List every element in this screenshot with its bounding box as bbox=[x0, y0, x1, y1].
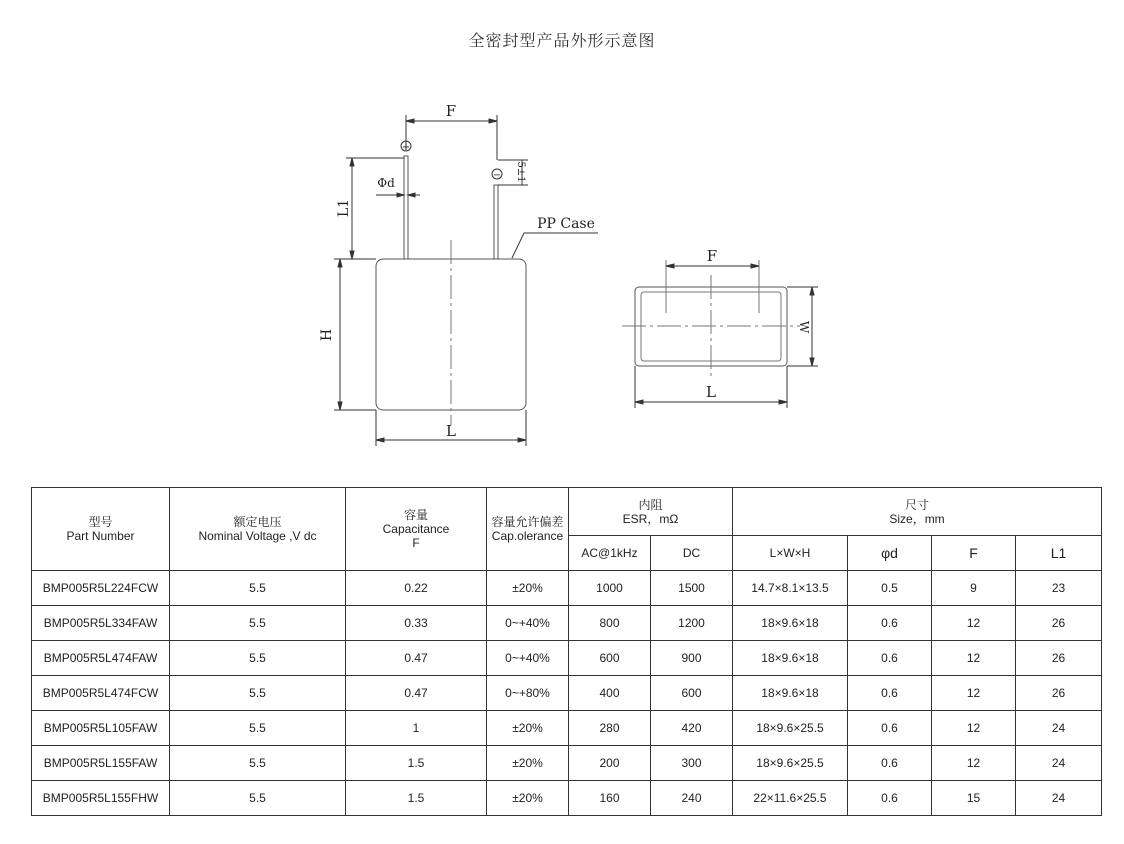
label-l1: L1 bbox=[336, 198, 352, 218]
cell-l1: 24 bbox=[1016, 711, 1102, 746]
header-esr-dc: DC bbox=[651, 536, 733, 571]
cell-dc: 900 bbox=[651, 641, 733, 676]
cell-part: BMP005R5L155FHW bbox=[32, 781, 170, 816]
pp-case-leader bbox=[512, 233, 598, 258]
cell-lwh: 18×9.6×18 bbox=[733, 606, 848, 641]
cell-part: BMP005R5L105FAW bbox=[32, 711, 170, 746]
cell-phid: 0.6 bbox=[848, 711, 932, 746]
cell-lwh: 22×11.6×25.5 bbox=[733, 781, 848, 816]
cell-l1: 26 bbox=[1016, 641, 1102, 676]
cell-ac: 600 bbox=[569, 641, 651, 676]
cell-dc: 240 bbox=[651, 781, 733, 816]
cell-f: 12 bbox=[932, 641, 1016, 676]
cell-phid: 0.6 bbox=[848, 746, 932, 781]
cell-part: BMP005R5L334FAW bbox=[32, 606, 170, 641]
label-phi-d: Φd bbox=[377, 176, 395, 190]
label-minus: − bbox=[492, 170, 502, 181]
page-title: 全密封型产品外形示意图 bbox=[468, 31, 656, 50]
cell-lwh: 18×9.6×18 bbox=[733, 641, 848, 676]
cell-l1: 26 bbox=[1016, 606, 1102, 641]
cell-tol: ±20% bbox=[487, 781, 569, 816]
cell-cap: 0.33 bbox=[346, 606, 487, 641]
table-row bbox=[32, 676, 1102, 711]
label-plus: + bbox=[401, 142, 411, 153]
cell-volt: 5.5 bbox=[170, 781, 346, 816]
header-nominal-voltage: 额定电压 Nominal Voltage ,V dc bbox=[170, 488, 346, 571]
cell-lwh: 14.7×8.1×13.5 bbox=[733, 571, 848, 606]
header-size-l1: L1 bbox=[1016, 536, 1102, 571]
header-esr: 内阻 ESR，mΩ bbox=[569, 488, 733, 536]
table-row bbox=[32, 711, 1102, 746]
cell-f: 12 bbox=[932, 676, 1016, 711]
table-row bbox=[32, 641, 1102, 676]
cell-ac: 800 bbox=[569, 606, 651, 641]
cell-volt: 5.5 bbox=[170, 606, 346, 641]
cell-tol: 0~+80% bbox=[487, 676, 569, 711]
cell-tol: 0~+40% bbox=[487, 606, 569, 641]
table-row bbox=[32, 606, 1102, 641]
cell-lwh: 18×9.6×25.5 bbox=[733, 711, 848, 746]
label-w: W bbox=[797, 320, 811, 334]
cell-cap: 1.5 bbox=[346, 781, 487, 816]
header-capacitance: 容量 Capacitance F bbox=[346, 488, 487, 571]
cell-phid: 0.6 bbox=[848, 781, 932, 816]
cell-phid: 0.6 bbox=[848, 676, 932, 711]
cell-volt: 5.5 bbox=[170, 641, 346, 676]
cell-tol: 0~+40% bbox=[487, 641, 569, 676]
label-l-top-view: L bbox=[706, 383, 716, 401]
cell-l1: 23 bbox=[1016, 571, 1102, 606]
cell-tol: ±20% bbox=[487, 711, 569, 746]
cell-phid: 0.6 bbox=[848, 606, 932, 641]
table-row bbox=[32, 781, 1102, 816]
cell-part: BMP005R5L474FCW bbox=[32, 676, 170, 711]
label-5pm1: 5±1 bbox=[515, 161, 526, 183]
cell-ac: 160 bbox=[569, 781, 651, 816]
cell-cap: 1.5 bbox=[346, 746, 487, 781]
cell-f: 9 bbox=[932, 571, 1016, 606]
header-size-phid: φd bbox=[848, 536, 932, 571]
label-pp-case: PP Case bbox=[537, 216, 595, 232]
cell-ac: 1000 bbox=[569, 571, 651, 606]
cell-f: 12 bbox=[932, 711, 1016, 746]
label-f-top-view: F bbox=[706, 247, 718, 265]
cell-volt: 5.5 bbox=[170, 746, 346, 781]
header-esr-ac: AC@1kHz bbox=[569, 536, 651, 571]
cell-volt: 5.5 bbox=[170, 571, 346, 606]
label-f-top: F bbox=[445, 102, 457, 120]
header-size-f: F bbox=[932, 536, 1016, 571]
cell-cap: 1 bbox=[346, 711, 487, 746]
label-h: H bbox=[319, 328, 335, 342]
cell-part: BMP005R5L224FCW bbox=[32, 571, 170, 606]
cell-ac: 200 bbox=[569, 746, 651, 781]
header-part-number: 型号 Part Number bbox=[32, 488, 170, 571]
header-size: 尺寸 Size，mm bbox=[733, 488, 1102, 536]
cell-l1: 24 bbox=[1016, 781, 1102, 816]
cell-l1: 26 bbox=[1016, 676, 1102, 711]
cell-dc: 1200 bbox=[651, 606, 733, 641]
cell-cap: 0.47 bbox=[346, 641, 487, 676]
cell-part: BMP005R5L474FAW bbox=[32, 641, 170, 676]
label-l-front: L bbox=[446, 422, 456, 440]
cell-volt: 5.5 bbox=[170, 711, 346, 746]
cell-lwh: 18×9.6×25.5 bbox=[733, 746, 848, 781]
cell-lwh: 18×9.6×18 bbox=[733, 676, 848, 711]
cell-cap: 0.47 bbox=[346, 676, 487, 711]
cell-phid: 0.5 bbox=[848, 571, 932, 606]
cell-tol: ±20% bbox=[487, 571, 569, 606]
cell-phid: 0.6 bbox=[848, 641, 932, 676]
table-row bbox=[32, 571, 1102, 606]
header-size-lwh: L×W×H bbox=[733, 536, 848, 571]
cell-dc: 420 bbox=[651, 711, 733, 746]
cell-part: BMP005R5L155FAW bbox=[32, 746, 170, 781]
cell-cap: 0.22 bbox=[346, 571, 487, 606]
cell-dc: 1500 bbox=[651, 571, 733, 606]
lead-positive bbox=[404, 156, 408, 259]
table-row bbox=[32, 746, 1102, 781]
cell-ac: 400 bbox=[569, 676, 651, 711]
cell-tol: ±20% bbox=[487, 746, 569, 781]
spec-table bbox=[31, 487, 1102, 816]
cell-f: 12 bbox=[932, 606, 1016, 641]
header-cap-tolerance: 容量允许偏差 Cap.olerance bbox=[487, 488, 569, 571]
cell-f: 12 bbox=[932, 746, 1016, 781]
lead-negative bbox=[494, 185, 498, 259]
cell-dc: 300 bbox=[651, 746, 733, 781]
cell-l1: 24 bbox=[1016, 746, 1102, 781]
cell-dc: 600 bbox=[651, 676, 733, 711]
cell-volt: 5.5 bbox=[170, 676, 346, 711]
cell-f: 15 bbox=[932, 781, 1016, 816]
cell-ac: 280 bbox=[569, 711, 651, 746]
